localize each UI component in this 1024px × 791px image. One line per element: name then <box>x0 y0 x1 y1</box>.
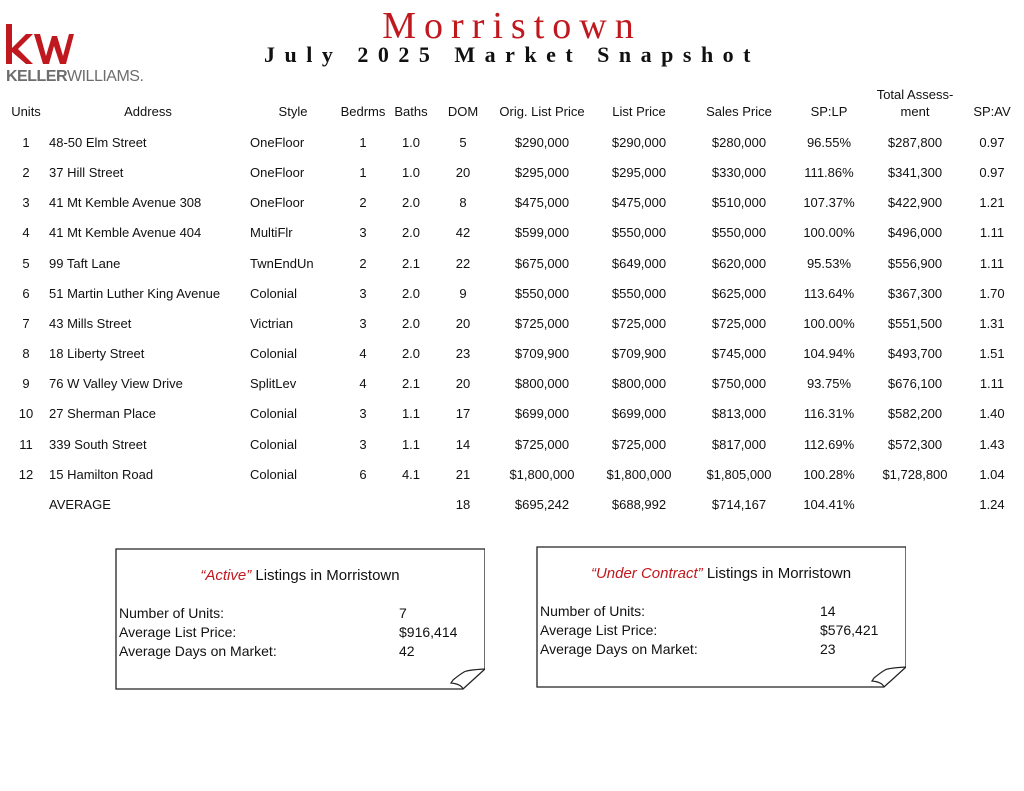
cell-sp-av: 1.11 <box>979 225 1005 240</box>
cell-address: 99 Taft Lane <box>49 256 121 271</box>
col-header-list-price: List Price <box>612 104 666 119</box>
cell-sp-lp: 100.00% <box>803 316 855 331</box>
active-dom-value: 42 <box>399 643 415 659</box>
cell-sp-lp: 112.69% <box>803 437 855 452</box>
cell-orig-list-price: $800,000 <box>514 376 570 391</box>
cell-sp-av: 1.43 <box>979 437 1005 452</box>
cell-list-price: $649,000 <box>611 256 667 271</box>
cell-unit: 7 <box>22 316 30 331</box>
cell-bedrms: 3 <box>359 286 367 301</box>
page-subtitle: July 2025 Market Snapshot <box>263 42 761 67</box>
col-header-style: Style <box>278 104 308 119</box>
cell-baths: 2.0 <box>401 316 421 331</box>
cell-bedrms: 1 <box>359 135 367 150</box>
cell-sp-av: 0.97 <box>979 135 1005 150</box>
cell-sp-av: 1.51 <box>979 346 1005 361</box>
cell-baths: 1.0 <box>401 165 421 180</box>
cell-style: TwnEndUn <box>250 256 314 271</box>
cell-orig-list-price: $699,000 <box>514 406 570 421</box>
cell-style: MultiFlr <box>250 225 293 240</box>
cell-address: 43 Mills Street <box>49 316 132 331</box>
col-header-address: Address <box>124 104 172 119</box>
cell-sales-price: $280,000 <box>711 135 767 150</box>
keller-williams-wordmark: KELLERWILLIAMS. <box>6 68 144 85</box>
cell-sp-lp: 107.37% <box>803 195 855 210</box>
col-header-sales-price: Sales Price <box>706 104 772 119</box>
cell-dom: 8 <box>459 195 467 210</box>
cell-list-price: $725,000 <box>611 437 667 452</box>
cell-unit: 11 <box>19 437 33 452</box>
cell-style: OneFloor <box>250 135 305 150</box>
cell-unit: 3 <box>22 195 30 210</box>
cell-list-price: $688,992 <box>611 497 667 512</box>
col-header-orig-list-price: Orig. List Price <box>499 104 585 119</box>
cell-sp-av: 1.70 <box>979 286 1005 301</box>
cell-unit: 4 <box>22 225 30 240</box>
cell-dom: 14 <box>455 437 471 452</box>
cell-total-assessment: $422,900 <box>887 195 943 210</box>
page-title: Morristown <box>382 5 642 47</box>
cell-baths: 2.0 <box>401 346 421 361</box>
active-listings-card <box>115 548 485 689</box>
cell-dom: 18 <box>455 497 471 512</box>
cell-dom: 23 <box>455 346 471 361</box>
cell-sp-lp: 96.55% <box>806 135 852 150</box>
cell-baths: 2.1 <box>401 256 421 271</box>
cell-dom: 22 <box>455 256 471 271</box>
active-price-value: $916,414 <box>399 624 458 640</box>
cell-style: SplitLev <box>250 376 297 391</box>
cell-dom: 21 <box>455 467 471 482</box>
cell-style: Colonial <box>250 467 297 482</box>
cell-sp-av: 1.04 <box>979 467 1005 482</box>
cell-bedrms: 3 <box>359 225 367 240</box>
cell-sp-av: 1.40 <box>979 406 1005 421</box>
cell-bedrms: 2 <box>359 195 367 210</box>
cell-baths: 2.1 <box>401 376 421 391</box>
cell-total-assessment: $556,900 <box>887 256 943 271</box>
cell-unit: 9 <box>22 376 30 391</box>
cell-orig-list-price: $725,000 <box>514 437 570 452</box>
cell-list-price: $800,000 <box>611 376 667 391</box>
cell-style: OneFloor <box>250 195 305 210</box>
cell-bedrms: 4 <box>359 376 367 391</box>
cell-style: Colonial <box>250 346 297 361</box>
active-price-label: Average List Price: <box>119 624 237 640</box>
cell-sales-price: $620,000 <box>711 256 767 271</box>
cell-bedrms: 4 <box>359 346 367 361</box>
cell-list-price: $475,000 <box>611 195 667 210</box>
cell-baths: 1.0 <box>401 135 421 150</box>
cell-total-assessment: $572,300 <box>887 437 943 452</box>
cell-dom: 5 <box>459 135 467 150</box>
cell-sales-price: $714,167 <box>711 497 767 512</box>
cell-style: Victrian <box>250 316 294 331</box>
cell-list-price: $709,900 <box>611 346 667 361</box>
cell-bedrms: 6 <box>359 467 367 482</box>
cell-style: Colonial <box>250 437 297 452</box>
cell-bedrms: 3 <box>359 406 367 421</box>
cell-address: 41 Mt Kemble Avenue 308 <box>49 195 202 210</box>
cell-address: 48-50 Elm Street <box>49 135 147 150</box>
cell-sp-lp: 100.28% <box>803 467 855 482</box>
cell-sp-av: 1.31 <box>979 316 1005 331</box>
cell-sp-av: 1.24 <box>979 497 1005 512</box>
cell-baths: 1.1 <box>401 406 421 421</box>
under-contract-units-value: 14 <box>820 603 836 619</box>
cell-address: 51 Martin Luther King Avenue <box>49 286 221 301</box>
cell-sp-lp: 113.64% <box>803 286 855 301</box>
cell-orig-list-price: $295,000 <box>514 165 570 180</box>
cell-address: 15 Hamilton Road <box>49 467 154 482</box>
cell-bedrms: 1 <box>359 165 367 180</box>
cell-orig-list-price: $550,000 <box>514 286 570 301</box>
cell-unit: 12 <box>18 467 34 482</box>
cell-style: Colonial <box>250 406 297 421</box>
cell-orig-list-price: $475,000 <box>514 195 570 210</box>
cell-unit: 5 <box>22 256 30 271</box>
cell-total-assessment: $496,000 <box>887 225 943 240</box>
col-header-sp-lp: SP:LP <box>810 104 848 119</box>
cell-address: AVERAGE <box>49 497 111 512</box>
col-header-units: Units <box>11 104 41 119</box>
cell-unit: 6 <box>22 286 30 301</box>
cell-dom: 42 <box>455 225 471 240</box>
cell-sp-av: 1.11 <box>979 256 1005 271</box>
under-contract-card-title: “Under Contract” Listings in Morristown <box>590 565 852 582</box>
cell-sales-price: $1,805,000 <box>706 467 772 482</box>
cell-orig-list-price: $599,000 <box>514 225 570 240</box>
cell-address: 37 Hill Street <box>49 165 124 180</box>
cell-sales-price: $745,000 <box>711 346 767 361</box>
cell-sp-av: 1.21 <box>979 195 1005 210</box>
cell-total-assessment: $582,200 <box>887 406 943 421</box>
cell-baths: 2.0 <box>401 195 421 210</box>
cell-sales-price: $750,000 <box>711 376 767 391</box>
cell-unit: 8 <box>22 346 30 361</box>
cell-address: 27 Sherman Place <box>49 406 156 421</box>
cell-dom: 9 <box>459 286 467 301</box>
col-header-sp-av: SP:AV <box>973 104 1011 119</box>
cell-bedrms: 2 <box>359 256 367 271</box>
cell-bedrms: 3 <box>359 316 367 331</box>
cell-dom: 20 <box>455 316 471 331</box>
cell-sp-lp: 100.00% <box>803 225 855 240</box>
cell-unit: 2 <box>22 165 30 180</box>
cell-baths: 2.0 <box>401 286 421 301</box>
cell-unit: 1 <box>22 135 30 150</box>
cell-sales-price: $817,000 <box>711 437 767 452</box>
cell-list-price: $550,000 <box>611 286 667 301</box>
cell-sp-lp: 93.75% <box>806 376 852 391</box>
cell-sp-av: 1.11 <box>979 376 1005 391</box>
cell-baths: 4.1 <box>401 467 421 482</box>
cell-sp-lp: 111.86% <box>804 165 854 180</box>
col-header-bedrms: Bedrms <box>340 104 386 119</box>
cell-sp-av: 0.97 <box>979 165 1005 180</box>
cell-address: 18 Liberty Street <box>49 346 145 361</box>
cell-total-assessment: $341,300 <box>887 165 943 180</box>
cell-sp-lp: 104.41% <box>803 497 855 512</box>
under-contract-units-label: Number of Units: <box>540 603 646 619</box>
cell-style: Colonial <box>250 286 297 301</box>
under-contract-dom-value: 23 <box>820 641 836 657</box>
cell-sp-lp: 95.53% <box>806 256 852 271</box>
active-units-label: Number of Units: <box>119 605 225 621</box>
cell-sales-price: $813,000 <box>711 406 767 421</box>
cell-list-price: $1,800,000 <box>606 467 672 482</box>
cell-address: 41 Mt Kemble Avenue 404 <box>49 225 202 240</box>
cell-dom: 17 <box>455 406 471 421</box>
cell-style: OneFloor <box>250 165 305 180</box>
active-dom-label: Average Days on Market: <box>119 643 277 659</box>
cell-orig-list-price: $709,900 <box>514 346 570 361</box>
cell-sales-price: $510,000 <box>711 195 767 210</box>
col-header-dom: DOM <box>447 104 479 119</box>
cell-sp-lp: 104.94% <box>803 346 855 361</box>
cell-baths: 1.1 <box>401 437 421 452</box>
cell-orig-list-price: $675,000 <box>514 256 570 271</box>
under-contract-listings-card <box>536 546 906 687</box>
cell-sales-price: $725,000 <box>711 316 767 331</box>
cell-orig-list-price: $725,000 <box>514 316 570 331</box>
cell-total-assessment: $551,500 <box>887 316 943 331</box>
cell-sp-lp: 116.31% <box>803 406 855 421</box>
cell-orig-list-price: $290,000 <box>514 135 570 150</box>
cell-list-price: $295,000 <box>611 165 667 180</box>
col-header-total-assessment: Total Assess- ment <box>876 87 954 119</box>
cell-total-assessment: $287,800 <box>887 135 943 150</box>
cell-orig-list-price: $1,800,000 <box>509 467 575 482</box>
cell-total-assessment: $367,300 <box>887 286 943 301</box>
under-contract-dom-label: Average Days on Market: <box>540 641 698 657</box>
cell-sales-price: $330,000 <box>711 165 767 180</box>
under-contract-price-label: Average List Price: <box>540 622 658 638</box>
cell-address: 339 South Street <box>49 437 147 452</box>
cell-list-price: $550,000 <box>611 225 667 240</box>
col-header-baths: Baths <box>394 104 428 119</box>
active-card-title: “Active” Listings in Morristown <box>200 567 400 584</box>
cell-baths: 2.0 <box>401 225 421 240</box>
cell-sales-price: $625,000 <box>711 286 767 301</box>
cell-total-assessment: $493,700 <box>887 346 943 361</box>
cell-dom: 20 <box>455 376 471 391</box>
cell-list-price: $290,000 <box>611 135 667 150</box>
cell-bedrms: 3 <box>359 437 367 452</box>
cell-unit: 10 <box>18 406 34 421</box>
active-units-value: 7 <box>399 605 407 621</box>
cell-orig-list-price: $695,242 <box>514 497 570 512</box>
cell-dom: 20 <box>455 165 471 180</box>
cell-list-price: $699,000 <box>611 406 667 421</box>
cell-address: 76 W Valley View Drive <box>49 376 183 391</box>
cell-total-assessment: $1,728,800 <box>882 467 948 482</box>
cell-list-price: $725,000 <box>611 316 667 331</box>
under-contract-price-value: $576,421 <box>820 622 879 638</box>
cell-sales-price: $550,000 <box>711 225 767 240</box>
cell-total-assessment: $676,100 <box>887 376 943 391</box>
